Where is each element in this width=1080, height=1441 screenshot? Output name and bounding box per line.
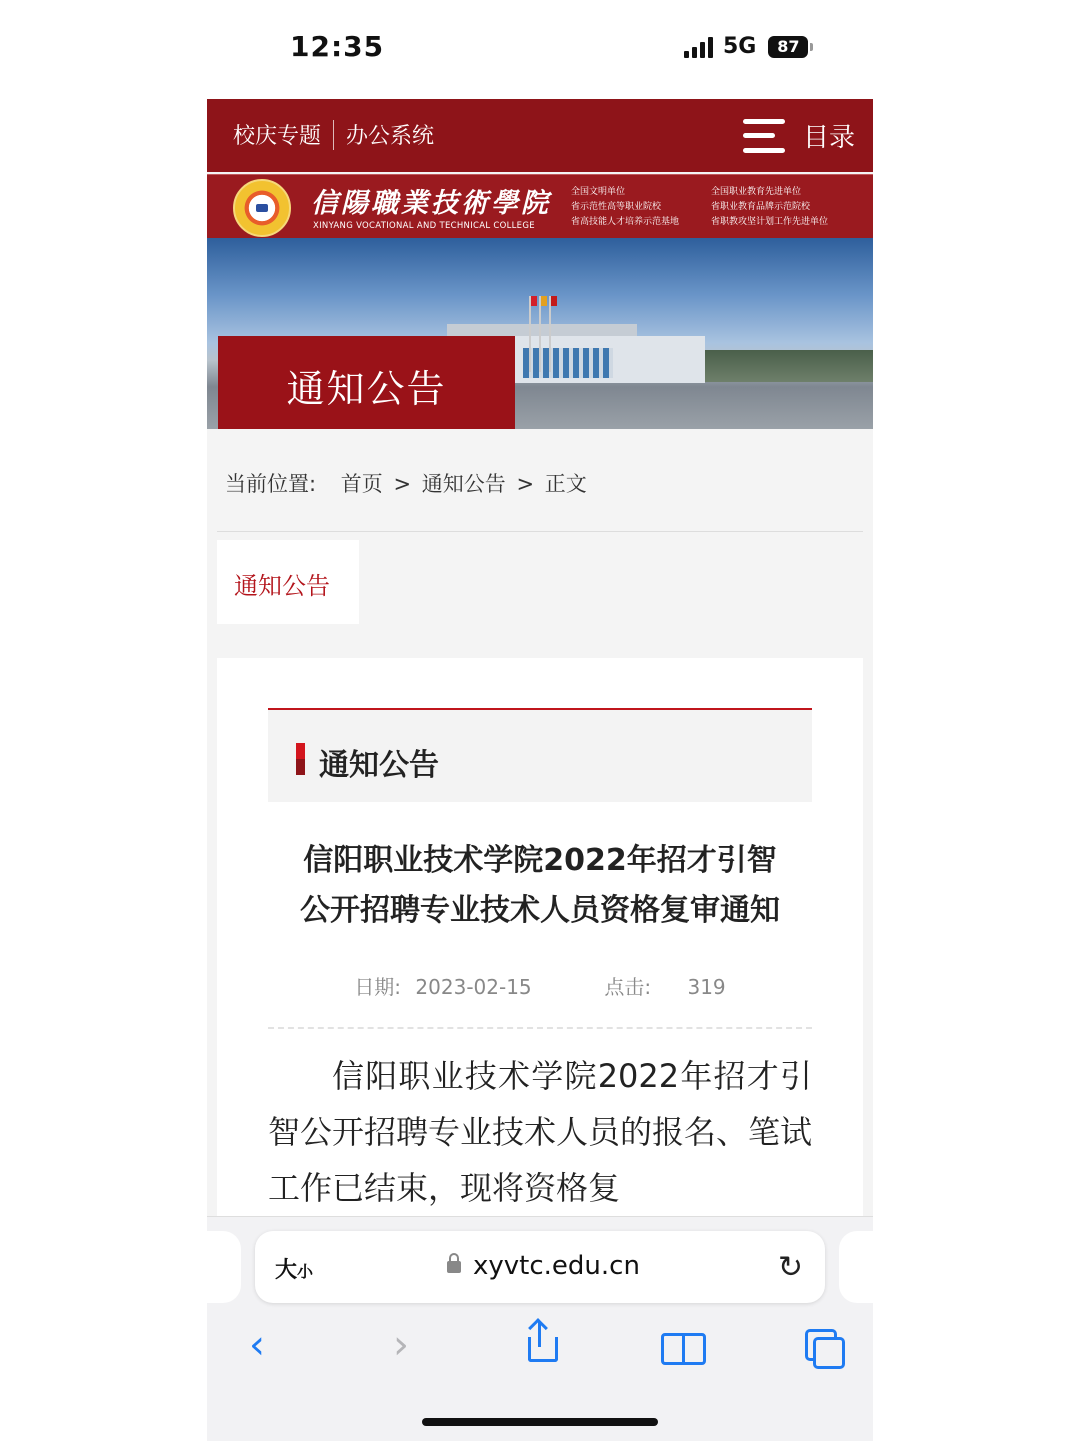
- honor-item: 全国职业教育先进单位: [711, 187, 802, 197]
- college-logo-icon[interactable]: [233, 179, 291, 237]
- top-nav-links: [233, 119, 434, 150]
- date-label: 日期:: [354, 975, 402, 999]
- honor-item: 全国文明单位: [571, 187, 626, 197]
- building-windows: [523, 348, 613, 378]
- text-size-label-small: 小: [297, 1262, 314, 1281]
- browser-bottom-bar: [207, 1216, 873, 1441]
- campus-banner-image: [207, 238, 873, 429]
- address-bar[interactable]: [255, 1231, 825, 1303]
- clicks-value: 319: [687, 975, 726, 999]
- honor-item: 省示范性高等职业院校: [571, 202, 662, 212]
- brand-bar: [207, 174, 873, 239]
- breadcrumb-divider: [217, 531, 863, 532]
- honors-column-2: [711, 185, 828, 230]
- flagpole: [549, 296, 551, 372]
- network-label: 5G: [723, 34, 757, 59]
- home-indicator[interactable]: [422, 1418, 658, 1426]
- article-meta: [217, 971, 863, 1000]
- reload-icon[interactable]: ↻: [777, 1250, 803, 1285]
- text-size-button[interactable]: [275, 1253, 313, 1284]
- article-title-line: 公开招聘专业技术人员资格复审通知: [300, 893, 780, 928]
- flagpole: [539, 296, 541, 372]
- flag: [551, 296, 557, 306]
- banner-title-box: [218, 336, 515, 429]
- top-nav: [207, 99, 873, 172]
- text-size-label-large: 大: [275, 1258, 298, 1283]
- trees: [705, 350, 873, 382]
- signal-icon: [684, 36, 713, 58]
- back-icon[interactable]: ‹: [249, 1322, 265, 1368]
- college-name-cn: 信陽職業技術學院: [311, 188, 551, 219]
- honors-column-1: [571, 185, 679, 230]
- status-time: 12:35: [290, 30, 385, 63]
- breadcrumb-home[interactable]: 首页: [340, 472, 383, 496]
- hamburger-icon: [743, 119, 785, 153]
- flag: [541, 296, 547, 306]
- tabs-icon[interactable]: [791, 1323, 851, 1371]
- share-icon[interactable]: [509, 1323, 569, 1371]
- date-value: 2023-02-15: [415, 975, 532, 999]
- banner-title: 通知公告: [286, 367, 447, 411]
- honor-item: 省职业教育品牌示范院校: [711, 202, 811, 212]
- url-text[interactable]: xyvtc.edu.cn: [473, 1251, 640, 1281]
- breadcrumb-separator: >: [393, 472, 412, 496]
- section-title: 通知公告: [319, 748, 439, 783]
- category-tab-label: 通知公告: [234, 572, 330, 600]
- menu-button[interactable]: [743, 117, 855, 154]
- article-title-line: 信阳职业技术学院2022年招才引智: [303, 843, 777, 878]
- flag: [531, 296, 537, 306]
- forward-icon[interactable]: ›: [393, 1322, 409, 1368]
- breadcrumb-current: 正文: [544, 472, 587, 496]
- section-marker-icon: [296, 743, 305, 775]
- breadcrumb-separator: >: [516, 472, 535, 496]
- status-indicators: [684, 34, 808, 59]
- previous-tab-peek[interactable]: [207, 1231, 241, 1303]
- breadcrumb-notices[interactable]: 通知公告: [421, 472, 506, 496]
- breadcrumb-label: 当前位置:: [225, 472, 317, 496]
- college-name-en: XINYANG VOCATIONAL AND TECHNICAL COLLEGE: [313, 221, 535, 231]
- menu-label: 目录: [802, 123, 855, 153]
- honor-item: 省职教攻坚计划工作先进单位: [711, 217, 829, 227]
- lock-icon: [447, 1261, 461, 1273]
- clicks-label: 点击:: [604, 975, 652, 999]
- flagpole: [529, 296, 531, 372]
- honor-item: 省高技能人才培养示范基地: [571, 217, 680, 227]
- nav-link-anniversary[interactable]: 校庆专题: [233, 124, 322, 149]
- status-bar: [0, 0, 1080, 99]
- bookmarks-icon[interactable]: [651, 1323, 711, 1371]
- nav-link-office-system[interactable]: 办公系统: [346, 124, 435, 149]
- section-header: [268, 708, 812, 802]
- battery-icon: 87: [768, 36, 808, 58]
- meta-divider: [268, 1027, 812, 1029]
- nav-divider: [333, 120, 334, 150]
- category-tab-notices[interactable]: [217, 540, 359, 624]
- article-body: 信阳职业技术学院2022年招才引智公开招聘专业技术人员的报名、笔试工作已结束，现将资格复: [268, 1057, 813, 1207]
- breadcrumb: [225, 468, 587, 498]
- next-tab-peek[interactable]: [839, 1231, 873, 1303]
- article-title: [268, 836, 812, 936]
